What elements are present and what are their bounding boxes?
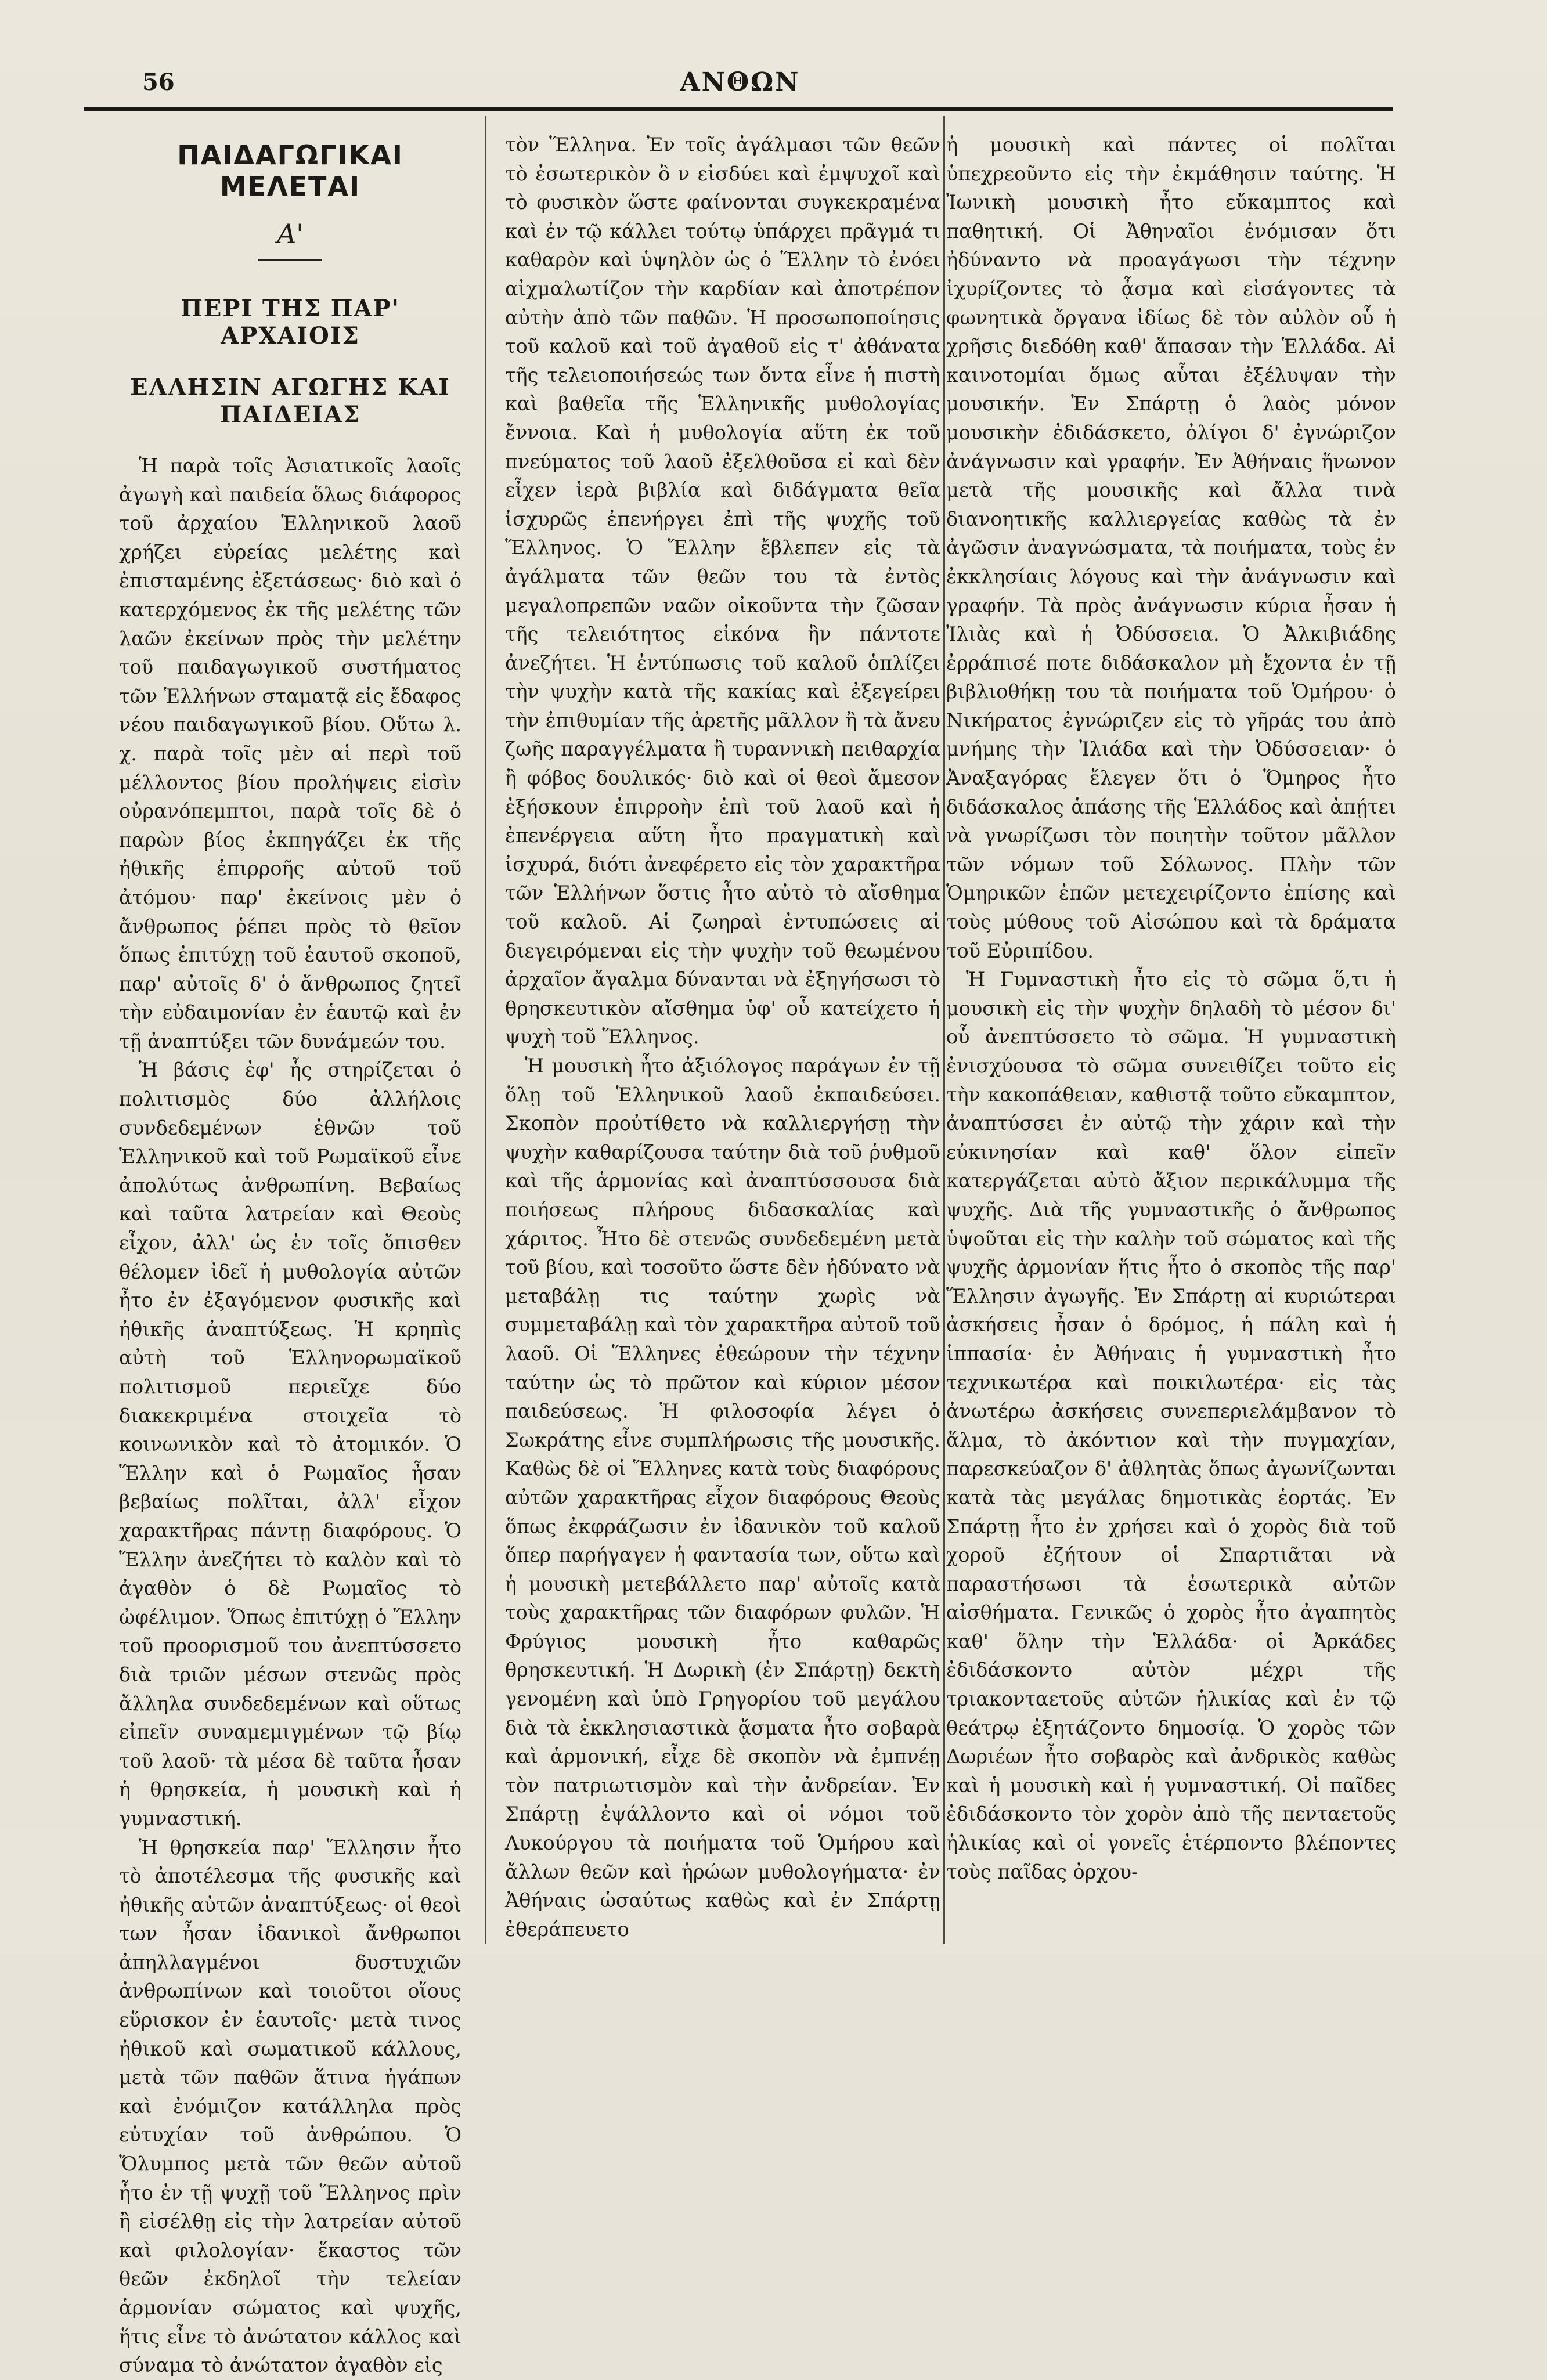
paragraph: τὸν Ἕλληνα. Ἐν τοῖς ἀγάλμασι τῶν θεῶν τὸ ἐσωτερικὸν ὃ ν εἰσδύει καὶ ἐμψυχοῖ καὶ τὸ φυσικὸν ὥστε φαίνονται συγκεκραμένα καὶ ἐν τῷ κάλλει τούτῳ ὑπάρχει πρᾶγμά τι καθαρὸν καὶ ὑψηλὸν ὡς ὁ Ἕλλην τὸ ἐνόει αἰχμαλωτίζον τὴν καρδίαν καὶ ἀποτρέπον αὐτὴν ἀπὸ τῶν παθῶν. Ἡ προσωποποίησις τοῦ καλοῦ καὶ τοῦ ἀγαθοῦ εἰς τ' ἀθάνατα τῆς τελειοποιήσεώς των ὄντα εἶνε ἡ πιστὴ καὶ βαθεῖα τῆς Ἑλληνικῆς μυθολογίας ἔννοια. Καὶ ἡ μυθολογία αὕτη ἐκ τοῦ πνεύματος τοῦ λαοῦ ἐξελθοῦσα εἰ καὶ δὲν εἶχεν ἱερὰ βιβλία καὶ διδάγματα θεῖα ἰσχυρῶς ἐπενήργει ἐπὶ τῆς ψυχῆς τοῦ Ἕλληνος. Ὁ Ἕλλην ἔβλεπεν εἰς τὰ ἀγάλματα τῶν θεῶν του τὰ ἐντὸς μεγαλοπρεπῶν ναῶν οἰκοῦντα τὴν ζῶσαν τῆς τελειότητος εἰκόνα ἣν πάντοτε ἀνεζήτει. Ἡ ἐντύπωσις τοῦ καλοῦ ὁπλίζει τὴν ψυχὴν κατὰ τῆς κακίας καὶ ἐξεγείρει τὴν ἐπιθυμίαν τῆς ἀρετῆς μᾶλλον ἢ τὰ ἄνευ ζωῆς παραγγέλματα ἢ τυραννικὴ πειθαρχία ἢ φόβος δουλικός· διὸ καὶ οἱ θεοὶ ἄμεσον ἐξήσκουν ἐπιρροὴν ἐπὶ τοῦ λαοῦ καὶ ἡ ἐπενέργεια αὕτη ἦτο πραγματικὴ καὶ ἰσχυρά, διότι ἀνεφέρετο εἰς τὸν χαρακτῆρα τῶν Ἑλλήνων ὅστις ἦτο αὐτὸ τὸ αἴσθημα τοῦ καλοῦ. Αἱ ζωηραὶ ἐντυπώσεις αἱ διεγειρόμεναι εἰς τὴν ψυχὴν τοῦ θεωμένου ἀρχαῖον ἄγαλμα δύνανται νὰ ἐξηγήσωσι τὸ θρησκευτικὸν αἴσθημα ὑφ' οὗ κατείχετο ἡ ψυχὴ τοῦ Ἕλληνος. <box>505 133 940 1049</box>
page-number: 56 <box>142 68 175 96</box>
journal-title: ΑΝΘΩΝ <box>680 67 800 97</box>
paragraph: Ἡ παρὰ τοῖς Ἀσιατικοῖς λαοῖς ἀγωγὴ καὶ παιδεία ὅλως διάφορος τοῦ ἀρχαίου Ἑλληνικοῦ λαοῦ χρήζει εὐρείας μελέτης καὶ ἐπισταμένης ἐξετάσεως· διὸ καὶ ὁ κατερχόμενος ἐκ τῆς μελέτης τῶν λαῶν ἐκείνων πρὸς τὴν μελέτην τοῦ παιδαγωγικοῦ συστήματος τῶν Ἑλλήνων σταματᾷ εἰς ἔδαφος νέου παιδαγωγικοῦ βίου. Οὕτω λ. χ. παρὰ τοῖς μὲν αἱ περὶ τοῦ μέλλοντος βίου προλήψεις εἰσὶν οὐρανόπεμπτοι, παρὰ τοῖς δὲ ὁ παρὼν βίος ἐκπηγάζει ἐκ τῆς ἠθικῆς ἐπιρροῆς αὐτοῦ τοῦ ἀτόμου· παρ' ἐκείνοις μὲν ὁ ἄνθρωπος ῥέπει πρὸς τὸ θεῖον ὅπως ἐπιτύχῃ τοῦ ἑαυτοῦ σκοποῦ, παρ' αὐτοῖς δ' ὁ ἄνθρωπος ζητεῖ τὴν εὐδαιμονίαν ἐν ἑαυτῷ καὶ ἐν τῇ ἀναπτύξει τῶν δυνάμεών του. <box>119 454 461 1053</box>
paragraph: Ἡ βάσις ἐφ' ἧς στηρίζεται ὁ πολιτισμὸς δύο ἀλλήλοις συνδεδεμένων ἐθνῶν τοῦ Ἑλληνικοῦ καὶ τοῦ Ρωμαϊκοῦ εἶνε ἀπολύτως ἀνθρωπίνη. Βεβαίως καὶ ταῦτα λατρείαν καὶ Θεοὺς εἶχον, ἀλλ' ὡς ἐν τοῖς ὄπισθεν θέλομεν ἰδεῖ ἡ μυθολογία αὐτῶν ἦτο ἐν ἐξαγόμενον φυσικῆς καὶ ἠθικῆς ἀναπτύξεως. Ἡ κρηπὶς αὐτὴ τοῦ Ἑλληνορωμαϊκοῦ πολιτισμοῦ περιεῖχε δύο διακεκριμένα στοιχεῖα τὸ κοινωνικὸν καὶ τὸ ἀτομικόν. Ὁ Ἕλλην καὶ ὁ Ρωμαῖος ἦσαν βεβαίως πολῖται, ἀλλ' εἶχον χαρακτῆρας πάντῃ διαφόρους. Ὁ Ἕλλην ἀνεζήτει τὸ καλὸν καὶ τὸ ἀγαθὸν ὁ δὲ Ρωμαῖος τὸ ὠφέλιμον. Ὅπως ἐπιτύχῃ ὁ Ἕλλην τοῦ προορισμοῦ του ἀνεπτύσσετο διὰ τριῶν μέσων στενῶς πρὸς ἄλληλα συνδεδεμένων καὶ οὕτως εἰπεῖν συναμεμιγμένων τῷ βίῳ τοῦ λαοῦ· τὰ μέσα δὲ ταῦτα ἦσαν ἡ θρησκεία, ἡ μουσικὴ καὶ ἡ γυμναστική. <box>119 1059 461 1830</box>
series-title: ΠΑΙΔΑΓΩΓΙΚΑΙ ΜΕΛΕΤΑΙ <box>177 139 403 202</box>
article-subtitle: ΕΛΛΗΣΙΝ ΑΓΩΓΗΣ ΚΑΙ ΠΑΙΔΕΙΑΣ <box>130 374 450 428</box>
title-divider <box>258 259 322 261</box>
paragraph: Ἡ θρησκεία παρ' Ἕλλησιν ἦτο τὸ ἀποτέλεσμα τῆς φυσικῆς καὶ ἠθικῆς αὐτῶν ἀναπτύξεως· οἱ θεοὶ των ἦσαν ἰδανικοὶ ἄνθρωποι ἀπηλλαγμένοι δυστυχιῶν ἀνθρωπίνων καὶ τοιοῦτοι οἵους εὕρισκον ἐν ἑαυτοῖς· μετὰ τινος ἠθικοῦ καὶ σωματικοῦ κάλλους, μετὰ τῶν παθῶν ἅτινα ἠγάπων καὶ ἐνόμιζον κατάλληλα πρὸς εὐτυχίαν τοῦ ἀνθρώπου. Ὁ Ὄλυμπος μετὰ τῶν θεῶν αὐτοῦ ἦτο ἐν τῇ ψυχῇ τοῦ Ἕλληνος πρὶν ἢ εἰσέλθῃ εἰς τὴν λατρείαν αὐτοῦ καὶ φιλολογίαν· ἕκαστος τῶν θεῶν ἐκδηλοῖ τὴν τελείαν ἁρμονίαν σώματος καὶ ψυχῆς, ἥτις εἶνε τὸ ἀνώτατον κάλλος καὶ σύναμα τὸ ἀνώτατον ἀγαθὸν εἰς <box>119 1836 461 2377</box>
paragraph: Ἡ Γυμναστικὴ ἦτο εἰς τὸ σῶμα ὅ,τι ἡ μουσικὴ εἰς τὴν ψυχὴν δηλαδὴ τὸ μέσον δι' οὗ ἀνεπτύσσετο τὸ σῶμα. Ἡ γυμναστικὴ ἐνισχύουσα τὸ σῶμα συνειθίζει τοῦτο εἰς τὴν κακοπάθειαν, καθιστᾷ τοῦτο εὔκαμπτον, ἀναπτύσσει ἐν αὐτῷ τὴν χάριν καὶ τὴν εὐκινησίαν καὶ καθ' ὅλον εἰπεῖν κατεργάζεται αὐτὸ ἄξιον περικάλυμμα τῆς ψυχῆς. Διὰ τῆς γυμναστικῆς ὁ ἄνθρωπος ὑψοῦται εἰς τὴν καλὴν τοῦ σώματος καὶ τῆς ψυχῆς ἁρμονίαν ἥτις ἦτο ὁ σκοπὸς τῆς παρ' Ἕλλησιν ἀγωγῆς. Ἐν Σπάρτῃ αἱ κυριώτεραι ἀσκήσεις ἦσαν ὁ δρόμος, ἡ πάλη καὶ ἡ ἱππασία· ἐν Ἀθήναις ἡ γυμναστικὴ ἦτο τεχνικωτέρα καὶ ποικιλωτέρα· εἰς τὰς ἀνωτέρω ἀσκήσεις συνεπεριελάμβανον τὸ ἅλμα, τὸ ἀκόντιον καὶ τὴν πυγμαχίαν, παρεσκεύαζον δ' ἀθλητὰς ὅπως ἀγωνίζωνται κατὰ τὰς μεγάλας δημοτικὰς ἑορτάς. Ἐν Σπάρτῃ ἦτο ἐν χρήσει καὶ ὁ χορὸς διὰ τοῦ χοροῦ ἐζήτουν οἱ Σπαρτιᾶται νὰ παραστήσωσι τὰ ἐσωτερικὰ αὐτῶν αἰσθήματα. Γενικῶς ὁ χορὸς ἦτο ἀγαπητὸς καθ' ὅλην τὴν Ἑλλάδα· οἱ Ἀρκάδες ἐδιδάσκοντο αὐτὸν μέχρι τῆς τριακονταετοῦς αὐτῶν ἡλικίας καὶ ἐν τῷ θεάτρῳ ἐξητάζοντο δημοσίᾳ. Ὁ χορὸς τῶν Δωριέων ἦτο σοβαρὸς καὶ ἀνδρικὸς καθὼς καὶ ἡ μουσικὴ καὶ ἡ γυμναστική. Οἱ παῖδες ἐδιδάσκοντο τὸν χορὸν ἀπὸ τῆς πενταετοῦς ἡλικίας καὶ οἱ γονεῖς ἐτέρποντο βλέποντες τοὺς παῖδας ὀρχου- <box>946 968 1396 1883</box>
article-title: ΠΕΡΙ ΤΗΣ ΠΑΡ' ΑΡΧΑΙΟΙΣ <box>181 295 400 349</box>
column-divider-left <box>485 116 486 1944</box>
column-3 <box>946 119 1396 1942</box>
column-1 <box>119 119 461 2377</box>
part-number: Α' <box>277 218 304 250</box>
column-2 <box>505 119 940 1942</box>
paragraph: ἡ μουσικὴ καὶ πάντες οἱ πολῖται ὑπεχρεοῦντο εἰς τὴν ἐκμάθησιν ταύτης. Ἡ Ἰωνικὴ μουσικὴ ἦτο εὔκαμπτος καὶ παθητική. Οἱ Ἀθηναῖοι ἐνόμισαν ὅτι ἠδύναντο νὰ προαγάγωσι τὴν τέχνην ἰχυρίζοντες τὸ ᾆσμα καὶ εἰσάγοντες τὰ φωνητικὰ ὄργανα ἰδίως δὲ τὸν αὐλὸν οὗ ἡ χρῆσις διεδόθη καθ' ἅπασαν τὴν Ἑλλάδα. Αἱ καινοτομίαι ὅμως αὗται ἐξέλυψαν τὴν μουσικήν. Ἐν Σπάρτῃ ὁ λαὸς μόνον μουσικὴν ἐδιδάσκετο, ὀλίγοι δ' ἐγνώριζον ἀνάγνωσιν καὶ γραφήν. Ἐν Ἀθήναις ἥνωνον μετὰ τῆς μουσικῆς καὶ ἄλλα τινὰ διανοητικῆς καλλιεργείας καθὼς τὰ ἐν ἀγῶσιν ἀναγνώσματα, τὰ ποιήματα, τοὺς ἐν ἐκκλησίαις λόγους καὶ τὴν ἀνάγνωσιν καὶ γραφήν. Τὰ πρὸς ἀνάγνωσιν κύρια ἦσαν ἡ Ἰλιὰς καὶ ἡ Ὀδύσσεια. Ὁ Ἀλκιβιάδης ἐρράπισέ ποτε διδάσκαλον μὴ ἔχοντα ἐν τῇ βιβλιοθήκῃ του τὰ ποιήματα τοῦ Ὁμήρου· ὁ Νικήρατος ἐγνώριζεν εἰς τὸ γῆράς του ἀπὸ μνήμης τὴν Ἰλιάδα καὶ τὴν Ὀδύσσειαν· ὁ Ἀναξαγόρας ἔλεγεν ὅτι ὁ Ὅμηρος ἦτο διδάσκαλος ἁπάσης τῆς Ἑλλάδος καὶ ἀπῄτει νὰ γνωρίζωσι τὸν ποιητὴν τοῦτον μᾶλλον τῶν νόμων τοῦ Σόλωνος. Πλὴν τῶν Ὁμηρικῶν ἐπῶν μετεχειρίζοντο ἐπίσης καὶ τοὺς μύθους τοῦ Αἰσώπου καὶ τὰ δράματα τοῦ Εὐριπίδου. <box>946 133 1396 962</box>
page-header <box>84 64 1396 104</box>
column-divider-right <box>943 116 945 1944</box>
header-rule <box>84 107 1393 111</box>
paragraph: Ἡ μουσικὴ ἦτο ἀξιόλογος παράγων ἐν τῇ ὅλῃ τοῦ Ἑλληνικοῦ λαοῦ ἐκπαιδεύσει. Σκοπὸν προὐτίθετο νὰ καλλιεργήσῃ τὴν ψυχὴν καθαρίζουσα ταύτην διὰ τοῦ ῥυθμοῦ καὶ τῆς ἁρμονίας καὶ ἀναπτύσσουσα διὰ ποιήσεως πλήρους διδασκαλίας καὶ χάριτος. Ἦτο δὲ στενῶς συνδεδεμένη μετὰ τοῦ βίου, καὶ τοσοῦτο ὥστε δὲν ἠδύνατο νὰ μεταβάλῃ τις ταύτην χωρὶς νὰ συμμεταβάλῃ καὶ τὸν χαρακτῆρα αὐτοῦ τοῦ λαοῦ. Οἱ Ἕλληνες ἐθεώρουν τὴν τέχνην ταύτην ὡς τὸ πρῶτον καὶ κύριον μέσον παιδεύσεως. Ἡ φιλοσοφία λέγει ὁ Σωκράτης εἶνε συμπλήρωσις τῆς μουσικῆς. Καθὼς δὲ οἱ Ἕλληνες κατὰ τοὺς διαφόρους αὐτῶν χαρακτῆρας εἶχον διαφόρους Θεοὺς ὅπως ἐκφράζωσιν ἐν ἰδανικὸν τοῦ καλοῦ ὅπερ παρήγαγεν ἡ φαντασία των, οὕτω καὶ ἡ μουσικὴ μετεβάλλετο παρ' αὐτοῖς κατὰ τοὺς χαρακτῆρας τῶν διαφόρων φυλῶν. Ἡ Φρύγιος μουσικὴ ἦτο καθαρῶς θρησκευτική. Ἡ Δωρικὴ (ἐν Σπάρτῃ) δεκτὴ γενομένη καὶ ὑπὸ Γρηγορίου τοῦ μεγάλου διὰ τὰ ἐκκλησιαστικὰ ᾄσματα ἦτο σοβαρὰ καὶ ἁρμονική, εἶχε δὲ σκοπὸν νὰ ἐμπνέῃ τὸν πατριωτισμὸν καὶ τὴν ἀνδρείαν. Ἐν Σπάρτῃ ἐψάλλοντο καὶ οἱ νόμοι τοῦ Λυκούργου τὰ ποιήματα τοῦ Ὁμήρου καὶ ἄλλων θεῶν καὶ ἡρώων μυθολογήματα· ἐν Ἀθήναις ὡσαύτως καθὼς καὶ ἐν Σπάρτῃ ἐθεράπευετο <box>505 1054 940 1941</box>
